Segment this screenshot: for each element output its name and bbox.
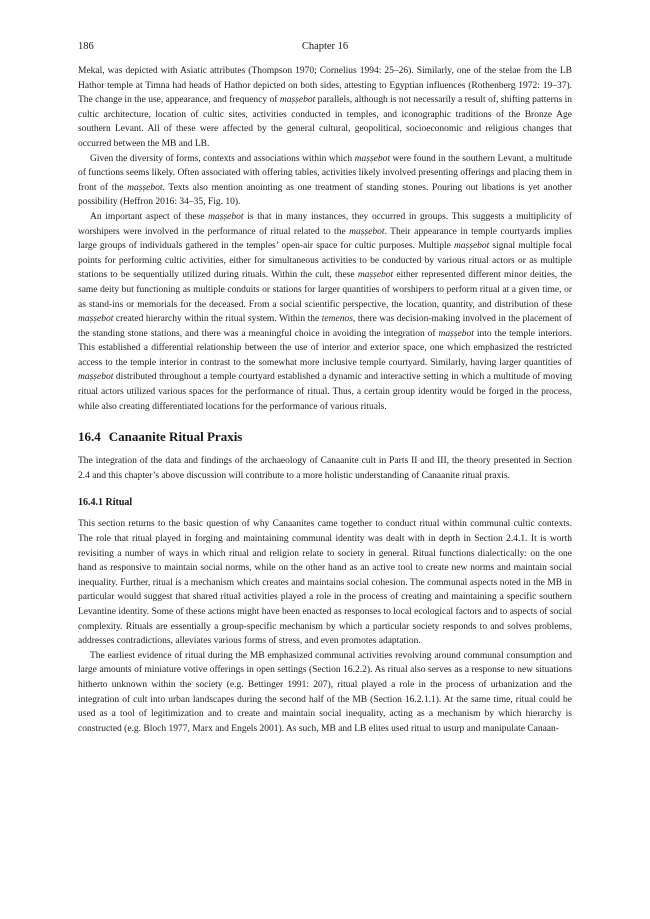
text-run: distributed throughout a temple courtyard established a dynamic and interactive setting in which a multitude of moving ritual actors utilized various spaces for the performance of ritual. Thus, a certain group identity would be forged in the process, while also creating differentiated locations for the performance of various rituals. bbox=[78, 372, 572, 412]
text-run: Given the diversity of forms, contexts and associations within which bbox=[90, 153, 355, 164]
body-paragraph: This section returns to the basic question of why Canaanites came together to conduct ritual within communal cultic contexts. The role that ritual played in forging and maintaining communal identity was dealt with in depth in Section 2.4.1. It is worth revisiting a number of ways in which ritual and religion relate to society in general. Ritual functions dialectically: on the one hand as responsive to maintain social norms, while on the other hand as an active tool to create new norms and maintain social inequality. Further, ritual is a mechanism which creates and maintains social cohesion. The communal aspects noted in the MB in particular would suggest that shared ritual activities played a role in the process of creating and maintaining a specific southern Levantine identity. Some of these actions might have been enacted as responses to local ecological factors and to aspects of social complexity. Rituals are essentially a group-specific mechanism by which a particular society responds to and solves problems, addresses contradictions, alleviates various forms of stress, and even promotes adaptation. bbox=[78, 519, 572, 647]
body-paragraph bbox=[78, 152, 572, 210]
section-intro-paragraph: The integration of the data and findings of the archaeology of Canaanite cult in Parts II and III, the theory presented in Section 2.4 and this chapter’s above discussion will contribute to a more holistic understanding of Canaanite ritual praxis. bbox=[78, 456, 572, 481]
text-run: signal multiple focal points for performing cultic activities, either for simultaneous activities to be conducted by various ritual actors or as multiple stations to be sequentially utilized during rituals. Within the cult, these bbox=[78, 241, 573, 281]
section-number: 16.4 bbox=[78, 429, 101, 445]
section-heading bbox=[78, 429, 572, 445]
italic-term: maṣṣebot bbox=[78, 314, 114, 325]
italic-term: maṣṣebot bbox=[453, 241, 490, 252]
body-paragraph bbox=[78, 210, 572, 414]
italic-term: maṣṣebot bbox=[438, 328, 474, 339]
text-run: either represented different minor deities, the same deity but functioning as multiple conduits or stations for larger quantities of worshipers to perform ritual at a given time, or as stand-ins or memorials for the deceased. From a social scientific perspective, the location, quantity, and distribution of these bbox=[78, 270, 572, 310]
italic-term: maṣṣebot bbox=[279, 95, 316, 106]
text-run: into the temple interiors. This established a differential relationship between the use of interior and exterior space, one which emphasized the restricted access to the temple interior in contrast to the somewhat more inclusive temple courtyard. Similarly, having larger quantities of bbox=[78, 328, 572, 368]
text-run: created hierarchy within the ritual system. Within the bbox=[113, 314, 322, 325]
text-run: were found in the southern Levant, a multitude of functions seems likely. Often associated with offering tables, activities likely involved presenting offerings and placing them in front of the bbox=[78, 153, 572, 193]
text-run: . Texts also mention anointing as one treatment of standing stones. Pouring out libations is yet another possibility (Heffron 2016: 34–35, Fig. 10). bbox=[78, 182, 572, 208]
italic-term: maṣṣebot bbox=[127, 182, 163, 193]
running-title: Chapter 16 bbox=[301, 41, 349, 52]
italic-term: maṣṣebot bbox=[78, 372, 114, 383]
page-header bbox=[78, 40, 572, 56]
italic-term: maṣṣebot bbox=[349, 226, 385, 237]
text-run: parallels, although is not necessarily a result of, shifting patterns in cultic architecture, location of cultic sites, activities conducted in temples, and iconographic traditions of the Bronze Age southern Levant. All of these were affected by the general cultural, geopolitical, socioeconomic and religious changes that occurred between the MB and LB. bbox=[78, 95, 572, 149]
italic-term: maṣṣebot bbox=[357, 270, 394, 281]
text-run: An important aspect of these bbox=[90, 211, 209, 222]
document-page bbox=[78, 40, 572, 736]
italic-term: maṣṣebot bbox=[208, 211, 244, 222]
text-run: Mekal, was depicted with Asiatic attributes (Thompson 1970; Cornelius 1994: 25–26). Similarly, one of the stelae from the LB Hathor temple at Timna had heads of Hathor depicted on both sides, attesting to Egyptian influences (Rothenberg 1972: 19–37). The change in the use, appearance, and frequency of bbox=[78, 66, 572, 106]
text-run: , there was decision-making involved in the placement of the standing stone stations, and there was a meaningful choice in avoiding the integration of bbox=[78, 314, 572, 339]
italic-term: temenos bbox=[321, 314, 353, 325]
body-paragraph: The earliest evidence of ritual during the MB emphasized communal activities revolving around communal consumption and large amounts of miniature votive offerings in open settings (Section 16.2.2). As ritual also serves as a response to new situations hitherto unknown within the society (e.g. Bettinger 1991: 207), ritual played a role in the process of urbanization and the integration of cult into urban landscapes during the second half of the MB (Section 16.2.1.1). At the same time, ritual could be used as a tool of legitimization and to create and maintain social inequality, acting as a mechanism by which hierarchy is constructed (e.g. Bloch 1977, Marx and Engels 2001). As such, MB and LB elites used ritual to usurp and manipulate Canaan- bbox=[78, 650, 572, 734]
text-run: . Their appearance in temple courtyards implies large groups of individuals gathered in the temples’ open-air space for cultic purposes. Multiple bbox=[78, 226, 572, 252]
section-title: Canaanite Ritual Praxis bbox=[108, 429, 243, 445]
page-number: 186 bbox=[78, 41, 94, 52]
subsection-heading: 16.4.1 Ritual bbox=[78, 497, 133, 509]
text-run: is that in many instances, they occurred in groups. This suggests a multiplicity of worshipers were involved in the performance of ritual related to the bbox=[78, 211, 573, 237]
italic-term: maṣṣebot bbox=[354, 153, 391, 164]
body-paragraph bbox=[78, 64, 572, 152]
